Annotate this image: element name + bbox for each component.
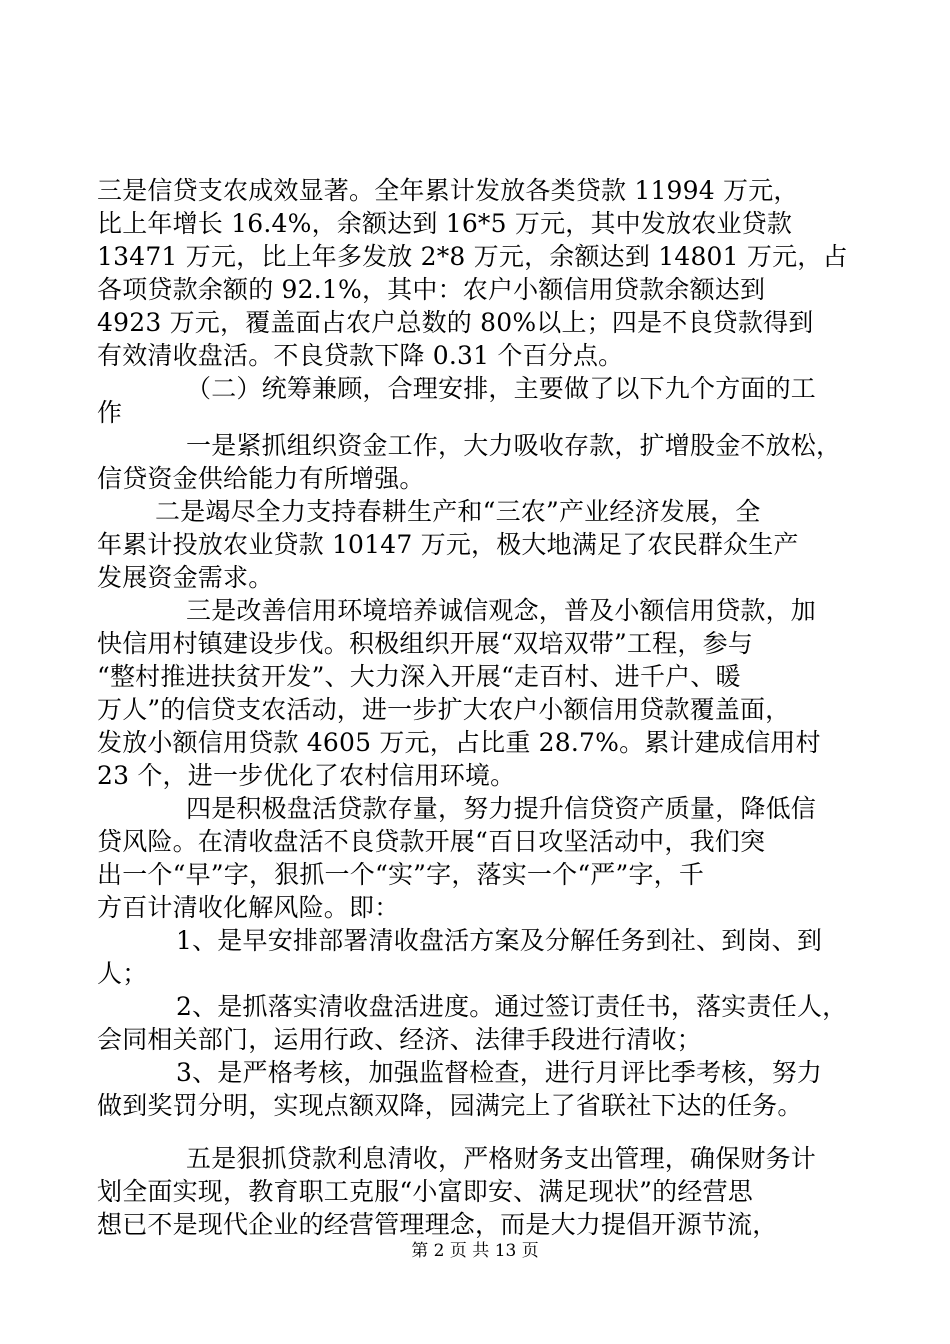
text-line: 有效清收盘活。不良贷款下降 0.31 个百分点。 — [97, 341, 624, 370]
text-line: 信贷资金供给能力有所增强。 — [97, 464, 425, 493]
text-line: 贷风险。在清收盘活不良贷款开展“百日攻坚活动中，我们突 — [97, 827, 766, 856]
text-line: 二是竭尽全力支持春耕生产和“三农”产业经济发展，全 — [155, 497, 761, 526]
section-heading-continued: 作 — [97, 398, 123, 427]
list-item-3-continued: 做到奖罚分明，实现点额双降，园满完上了省联社下达的任务。 — [97, 1091, 803, 1120]
text-line: 方百计清收化解风险。即： — [97, 893, 400, 922]
text-line: 比上年增长 16.4%，余额达到 16*5 万元，其中发放农业贷款 — [97, 209, 793, 238]
list-item-2: 2、是抓落实清收盘活进度。通过签订责任书，落实责任人， — [176, 992, 848, 1021]
text-line: 三是信贷支农成效显著。全年累计发放各类贷款 11994 万元， — [97, 176, 799, 205]
text-line: 划全面实现，教育职工克服“小富即安、满足现状”的经营思 — [97, 1177, 753, 1206]
text-line: 13471 万元，比上年多发放 2*8 万元，余额达到 14801 万元，占 — [97, 242, 848, 271]
text-line: 想已不是现代企业的经营管理理念，而是大力提倡开源节流， — [97, 1210, 778, 1239]
text-line: 万人”的信贷支农活动，进一步扩大农户小额信用贷款覆盖面， — [97, 695, 791, 724]
text-line: 发放小额信用贷款 4605 万元，占比重 28.7%。累计建成信用村 — [97, 728, 821, 757]
text-line: 快信用村镇建设步伐。积极组织开展“双培双带”工程，参与 — [97, 629, 753, 658]
text-line: 23 个，进一步优化了农村信用环境。 — [97, 761, 516, 790]
list-item-2-continued: 会同相关部门，运用行政、经济、法律手段进行清收； — [97, 1025, 702, 1054]
text-line: 发展资金需求。 — [97, 563, 274, 592]
text-line: “整村推进扶贫开发”、大力深入开展“走百村、进千户、暖 — [97, 662, 741, 691]
page-number-footer: 第 2 页 共 13 页 — [411, 1241, 539, 1261]
text-line: 四是积极盘活贷款存量，努力提升信贷资产质量，降低信 — [186, 794, 817, 823]
text-line: 三是改善信用环境培养诚信观念，普及小额信用贷款，加 — [186, 596, 817, 625]
list-item-3: 3、是严格考核，加强监督检查，进行月评比季考核，努力 — [176, 1058, 823, 1087]
list-item-1-continued: 人； — [97, 959, 148, 988]
text-line: 一是紧抓组织资金工作，大力吸收存款，扩增股金不放松， — [186, 431, 842, 460]
section-heading: （二）统筹兼顾，合理安排，主要做了以下九个方面的工 — [186, 374, 817, 403]
text-line: 年累计投放农业贷款 10147 万元，极大地满足了农民群众生产 — [97, 530, 799, 559]
list-item-1: 1、是早安排部署清收盘活方案及分解任务到社、到岗、到 — [176, 926, 823, 955]
text-line: 各项贷款余额的 92.1%，其中：农户小额信用贷款余额达到 — [97, 275, 766, 304]
text-line: 五是狠抓贷款利息清收，严格财务支出管理，确保财务计 — [186, 1144, 817, 1173]
text-line: 出一个“早”字，狠抓一个“实”字，落实一个“严”字，千 — [97, 860, 705, 889]
text-line: 4923 万元，覆盖面占农户总数的 80%以上；四是不良贷款得到 — [97, 308, 814, 337]
